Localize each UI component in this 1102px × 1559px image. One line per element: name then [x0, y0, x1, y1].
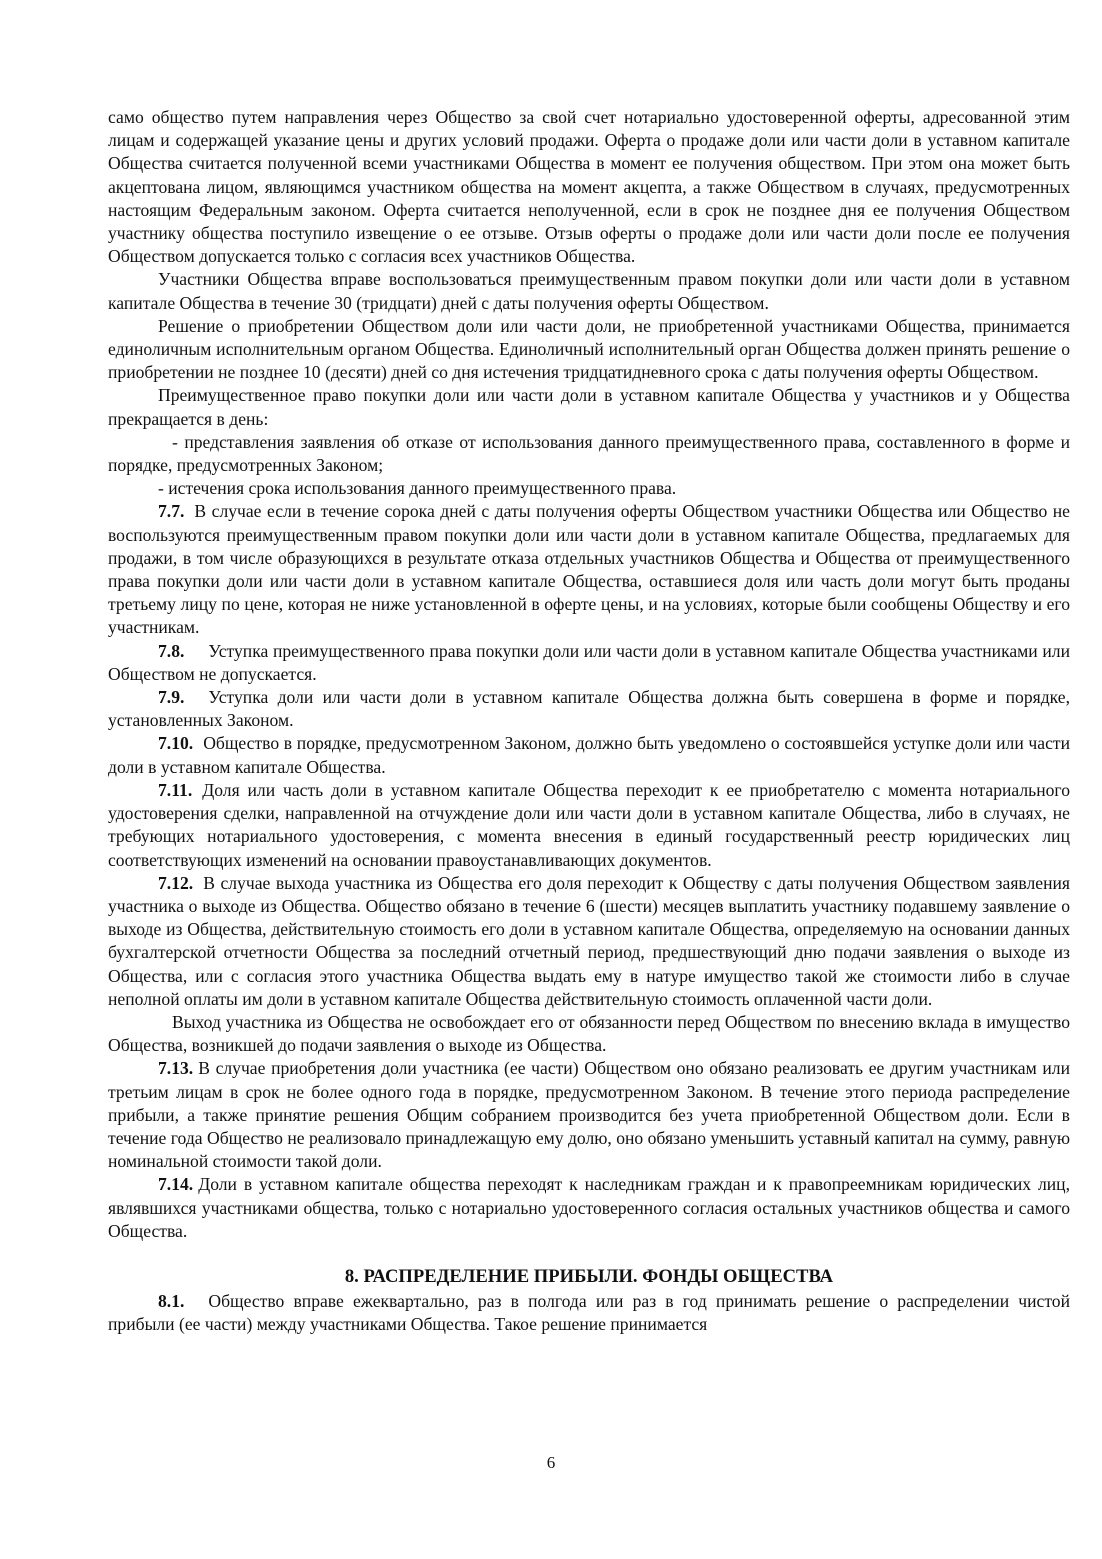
clause-text: Доли в уставном капитале общества переходят к наследникам граждан и к правопреемникам юридических лиц, являвшихся участниками общества, только с нотариально удостоверенного согласия остальных участников общества и самого Общества. — [108, 1174, 1070, 1241]
clause-number: 7.7. — [158, 501, 185, 522]
clause-number: 7.11. — [158, 779, 193, 800]
clause-text: Уступка преимущественного права покупки доли или части доли в уставном капитале Общества участниками или Обществом не допускается. — [108, 640, 1070, 684]
clause-7-11 — [108, 779, 1070, 872]
clause-text: В случае приобретения доли участника (ее части) Обществом оно обязано реализовать ее другим участникам или третьим лицам в срок не более одного года в порядке, предусмотренном Законом. В течение этого периода распределение прибыли, а также принятие решения Общим собранием производится без учета приобретенной Обществом доли. Если в течение года Общество не реализовало принадлежащую ему долю, оно обязано уменьшить уставный капитал на сумму, равную номинальной стоимости такой доли. — [108, 1058, 1070, 1172]
page-number: 6 — [546, 1453, 556, 1472]
clause-number: 8.1. — [158, 1291, 185, 1312]
list-item-refusal: - представления заявления об отказе от использования данного преимущественного права, составленного в форме и порядке, предусмотренных Законом; — [108, 431, 1070, 476]
clause-7-13 — [108, 1057, 1070, 1173]
paragraph-right-termination: Преимущественное право покупки доли или части доли в уставном капитале Общества у участников и у Общества прекращается в день: — [108, 385, 1070, 429]
clause-number: 7.13. — [158, 1058, 194, 1079]
clause-7-14 — [108, 1173, 1070, 1243]
list-item-expiry: - истечения срока использования данного преимущественного права. — [158, 478, 677, 499]
clause-text: В случае если в течение сорока дней с даты получения оферты Обществом участники Общества или Общество не воспользуются преимущественным правом покупки доли или части доли в уставном капитале Общества, предлагаемых для продажи, в том числе образующихся в результате отказа отдельных участников Общества и Общества от преимущественного права покупки доли или части доли в уставном капитале Общества, оставшиеся доля или часть доли могут быть проданы третьему лицу по цене, которая не ниже установленной в оферте цены, и на условиях, которые были сообщены Обществу и его участникам. — [108, 501, 1070, 638]
clause-number: 7.14. — [158, 1174, 194, 1195]
clause-7-10 — [108, 732, 1070, 778]
clause-7-8 — [108, 640, 1070, 686]
clause-7-12 — [108, 872, 1070, 1011]
clause-7-9 — [108, 686, 1070, 732]
clause-number: 7.10. — [158, 733, 194, 754]
paragraph-preemptive-right-term: Участники Общества вправе воспользоваться преимущественным правом покупки доли или части доли в уставном капитале Общества в течение 30 (тридцати) дней с даты получения оферты Обществом. — [108, 269, 1070, 313]
clause-text: Общество вправе ежеквартально, раз в полгода или раз в год принимать решение о распределении чистой прибыли (ее части) между участниками Общества. Такое решение принимается — [108, 1291, 1070, 1335]
clause-text: Уступка доли или части доли в уставном капитале Общества должна быть совершена в форме и порядке, установленных Законом. — [108, 687, 1070, 731]
clause-text: В случае выхода участника из Общества его доля переходит к Обществу с даты получения Обществом заявления участника о выходе из Общества. Общество обязано в течение 6 (шести) месяцев выплатить участнику подавшему заявление о выходе из Общества, действительную стоимость его доли в уставном капитале Общества, определяемую на основании данных бухгалтерской отчетности Общества за последний отчетный период, предшествующий дню подачи заявления о выходе из Общества, или с согласия этого участника Общества выдать ему в натуре имущество такой же стоимости либо в случае неполной оплаты им доли в уставном капитале Общества действительную стоимость оплаченной части доли. — [108, 872, 1070, 1009]
clause-text: Общество в порядке, предусмотренном Законом, должно быть уведомлено о состоявшейся уступке доли или части доли в уставном капитале Общества. — [108, 733, 1070, 777]
section-heading: 8. РАСПРЕДЕЛЕНИЕ ПРИБЫЛИ. ФОНДЫ ОБЩЕСТВА — [344, 1265, 834, 1287]
clause-7-7 — [108, 500, 1070, 639]
paragraph-offer: само общество путем направления через Общество за свой счет нотариально удостоверенной оферты, адресованной этим лицам и содержащей указание цены и других условий продажи. Оферта о продаже доли или части доли в уставном капитале Общества считается полученной всеми участниками Общества в момент ее получения обществом. При этом она может быть акцептована лицом, являющимся участником общества на момент акцепта, а также Обществом в случаях, предусмотренных настоящим Федеральным законом. Оферта считается неполученной, если в срок не позднее дня ее получения Обществом участнику общества поступило извещение о ее отзыве. Отзыв оферты о продаже доли или части доли после ее получения Обществом допускается только с согласия всех участников Общества. — [108, 107, 1070, 267]
clause-number: 7.8. — [158, 640, 185, 661]
clause-number: 7.9. — [158, 687, 185, 708]
clause-8-1 — [108, 1290, 1070, 1336]
paragraph-withdrawal-obligation: Выход участника из Общества не освобождает его от обязанности перед Обществом по внесению вклада в имущество Общества, возникшей до подачи заявления о выходе из Общества. — [108, 1011, 1070, 1056]
clause-number: 7.12. — [158, 872, 194, 893]
document-page — [108, 106, 1070, 1337]
clause-text: Доля или часть доли в уставном капитале Общества переходит к ее приобретателю с момента нотариального удостоверения сделки, направленной на отчуждение доли или части доли в уставном капитале Общества, либо в случаях, не требующих нотариального удостоверения, с момента внесения в единый государственный реестр юридических лиц соответствующих изменений на основании правоустанавливающих документов. — [108, 779, 1070, 870]
paragraph-acquisition-decision: Решение о приобретении Обществом доли или части доли, не приобретенной участниками Общества, принимается единоличным исполнительным органом Общества. Единоличный исполнительный орган Общества должен принять решение о приобретении не позднее 10 (десяти) дней со дня истечения тридцатидневного срока с даты получения оферты Обществом. — [108, 315, 1070, 383]
